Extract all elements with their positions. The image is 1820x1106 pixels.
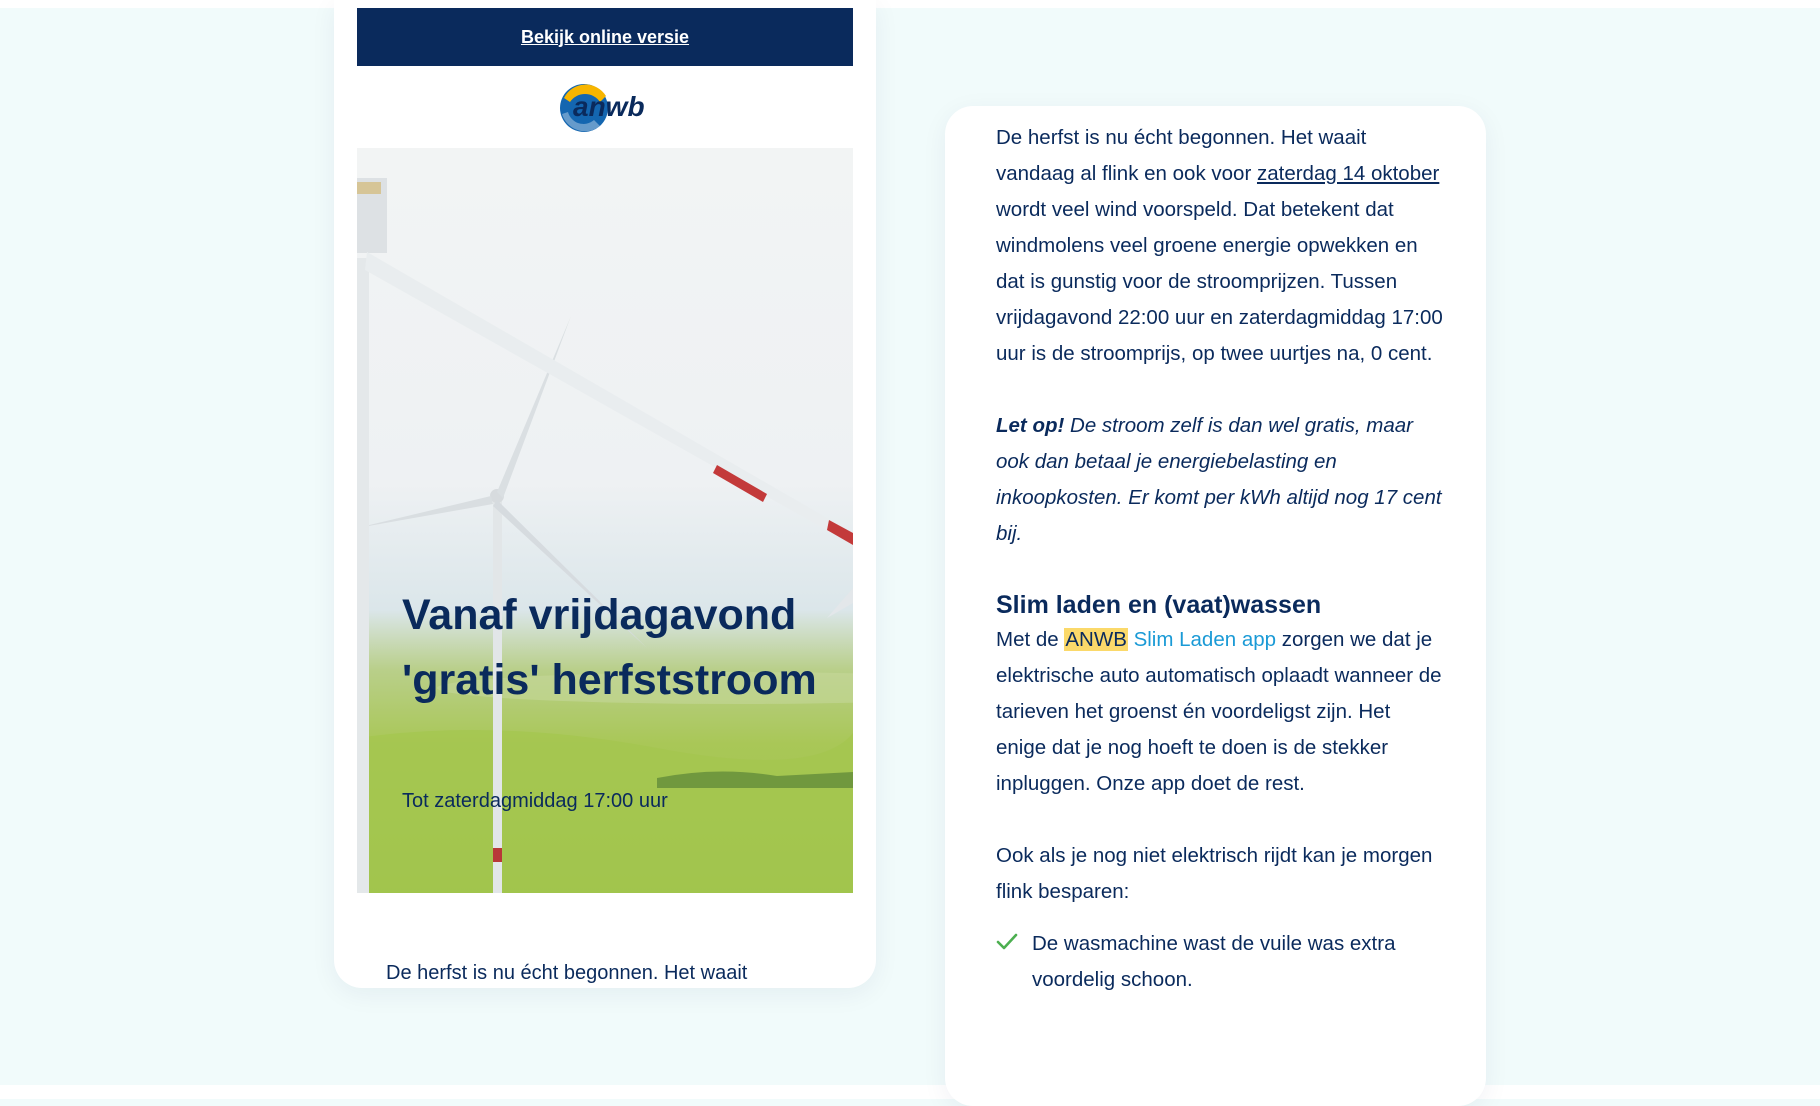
paragraph-slim-laden xyxy=(996,622,1446,802)
checklist-text: De wasmachine wast de vuile was extra voordelig schoon. xyxy=(1032,932,1396,991)
slim-laden-app-link[interactable]: Slim Laden app xyxy=(1133,628,1277,651)
paragraph-notice xyxy=(996,408,1446,552)
online-version-bar xyxy=(357,8,853,66)
checklist-item xyxy=(996,926,1446,998)
hero-subtitle: Tot zaterdagmiddag 17:00 uur xyxy=(402,790,668,812)
email-content-card[interactable] xyxy=(945,106,1486,1106)
paragraph-savings: Ook als je nog niet elektrisch rijdt kan je morgen flink besparen: xyxy=(996,844,1433,903)
bottom-strip xyxy=(0,1085,1820,1099)
email-preview-card[interactable] xyxy=(334,0,876,988)
date-link[interactable]: zaterdag 14 oktober xyxy=(1256,162,1440,185)
notice-label: Let op! xyxy=(996,414,1065,437)
slim-laden-text-a: Met de xyxy=(996,628,1065,651)
paragraph-intro xyxy=(996,120,1446,372)
email-body xyxy=(996,120,1446,998)
online-version-link[interactable]: Bekijk online versie xyxy=(520,26,690,47)
intro-text-preview: De herfst is nu écht begonnen. Het waait xyxy=(386,962,748,984)
highlighted-brand: ANWB xyxy=(1065,628,1127,651)
hero-banner xyxy=(357,148,853,893)
section-heading: Slim laden en (vaat)wassen xyxy=(996,591,1322,619)
top-strip xyxy=(0,0,1820,8)
slim-laden-text-b: zorgen we dat je elektrische auto automatisch oplaadt wanneer de tarieven het groenst én voordeligst zijn. Het enige dat je nog hoeft te doen is de stekker inpluggen. Onze app doet de rest. xyxy=(996,628,1442,795)
notice-text: De stroom zelf is dan wel gratis, maar ook dan betaal je energiebelasting en inkoopkosten. Er komt per kWh altijd nog 17 cent bij. xyxy=(996,414,1442,545)
intro-text-a: De herfst is nu écht begonnen. Het waait vandaag al flink en ook voor xyxy=(996,126,1367,185)
intro-text-b: wordt veel wind voorspeld. Dat betekent dat windmolens veel groene energie opwekken en dat is gunstig voor de stroomprijzen. Tussen vrijdagavond 22:00 uur en zaterdagmiddag 17:00 uur is de stroomprijs, op twee uurtjes na, 0 cent. xyxy=(996,198,1443,365)
svg-text:anwb: anwb xyxy=(573,91,645,122)
check-icon xyxy=(996,926,1032,998)
wind-turbines-illustration xyxy=(357,148,853,893)
hero-title: Vanaf vrijdagavond 'gratis' herfststroom xyxy=(402,591,817,704)
anwb-logo xyxy=(554,80,664,136)
